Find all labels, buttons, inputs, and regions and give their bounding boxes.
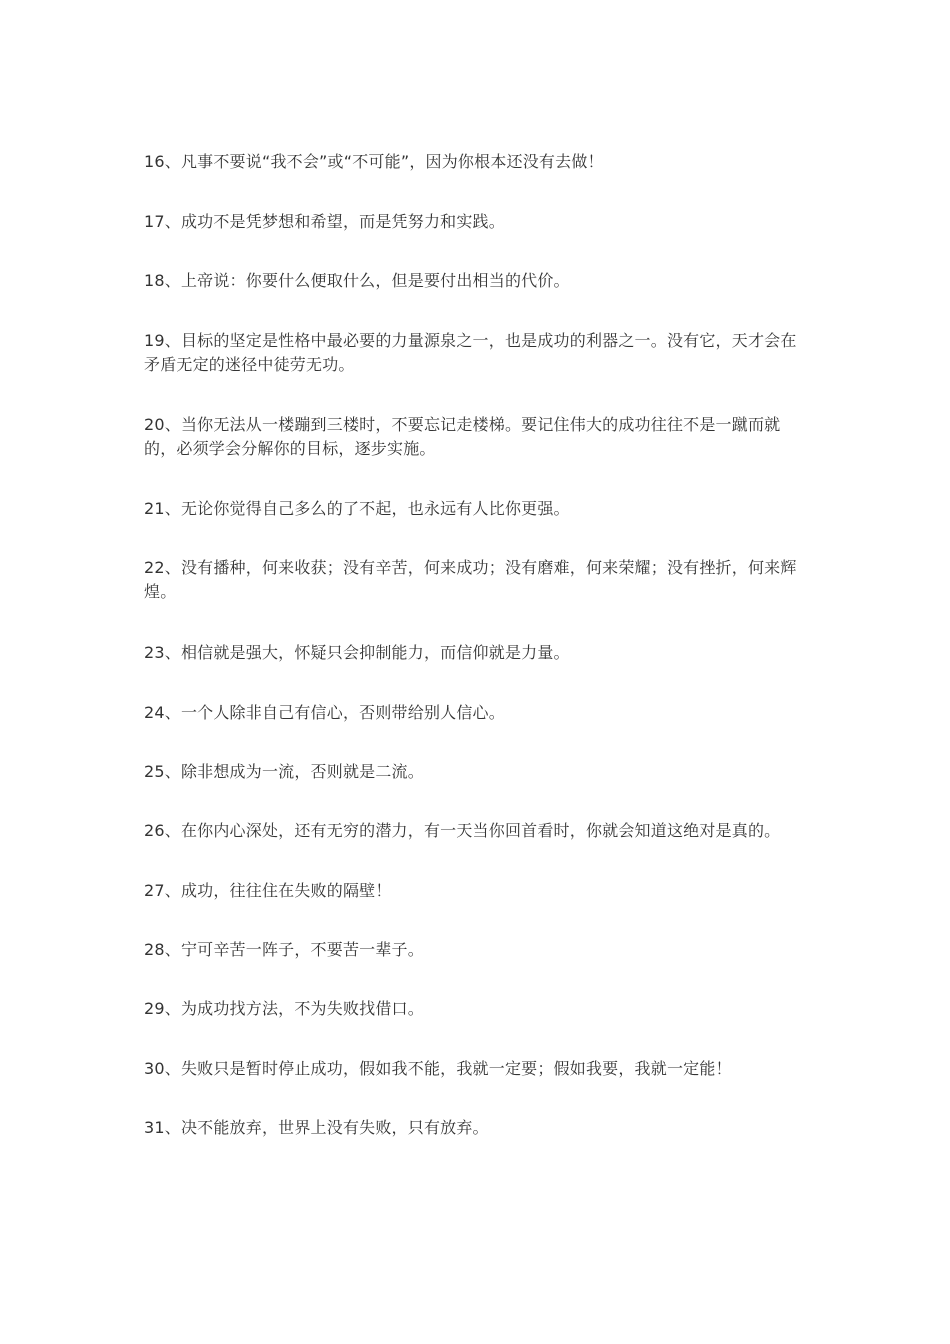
- quote-21: 21、无论你觉得自己多么的了不起，也永远有人比你更强。: [144, 499, 570, 518]
- quote-18: 18、上帝说：你要什么便取什么，但是要付出相当的代价。: [144, 271, 570, 290]
- quote-28: 28、宁可辛苦一阵子，不要苦一辈子。: [144, 940, 424, 959]
- quote-27: 27、成功，往往住在失败的隔壁！: [144, 881, 392, 900]
- quote-25: 25、除非想成为一流，否则就是二流。: [144, 762, 424, 781]
- quote-26: 26、在你内心深处，还有无穷的潜力，有一天当你回首看时，你就会知道这绝对是真的。: [144, 821, 781, 840]
- quote-30: 30、失败只是暂时停止成功，假如我不能，我就一定要；假如我要，我就一定能！: [144, 1059, 732, 1078]
- quote-31: 31、决不能放弃，世界上没有失败，只有放弃。: [144, 1118, 489, 1137]
- quote-24: 24、一个人除非自己有信心，否则带给别人信心。: [144, 703, 505, 722]
- quote-22: 22、没有播种，何来收获；没有辛苦，何来成功；没有磨难，何来荣耀；没有挫折，何来辉煌。: [144, 558, 797, 601]
- quote-16: 16、凡事不要说“我不会”或“不可能”，因为你根本还没有去做！: [144, 152, 604, 171]
- quote-20: 20、当你无法从一楼蹦到三楼时，不要忘记走楼梯。要记住伟大的成功往往不是一蹴而就的，必须学会分解你的目标，逐步实施。: [144, 415, 781, 458]
- quote-23: 23、相信就是强大，怀疑只会抑制能力，而信仰就是力量。: [144, 643, 570, 662]
- quote-19: 19、目标的坚定是性格中最必要的力量源泉之一，也是成功的利器之一。没有它，天才会在矛盾无定的迷径中徒劳无功。: [144, 331, 797, 374]
- quote-29: 29、为成功找方法，不为失败找借口。: [144, 999, 424, 1018]
- quote-17: 17、成功不是凭梦想和希望，而是凭努力和实践。: [144, 212, 505, 231]
